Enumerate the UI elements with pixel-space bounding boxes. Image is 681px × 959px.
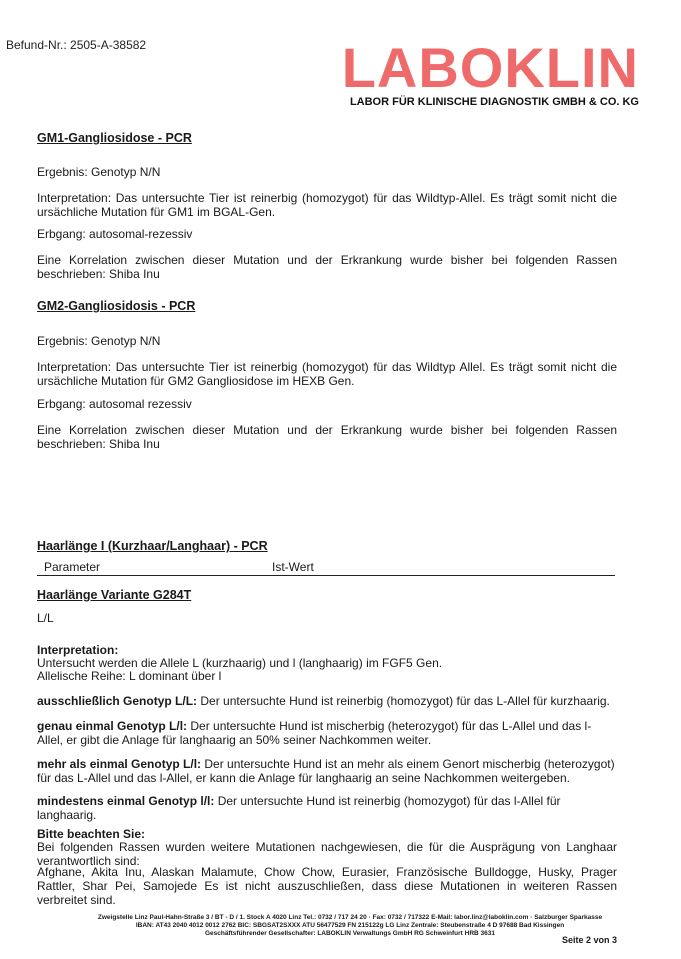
gm1-title: GM1-Gangliosidose - PCR [37,131,192,145]
gm1-interpretation: Interpretation: Das untersuchte Tier ist reinerbig (homozygot) für das Wildtyp-Allel. Es trägt somit nicht die ursächliche Mutation für GM1 im BGAL-Gen. [37,191,617,219]
gm2-ergebnis: Ergebnis: Genotyp N/N [37,334,161,348]
genotype-ll-text: Der untersuchte Hund ist reinerbig (homozygot) für das L-Allel für kurzhaarig. [197,694,610,708]
laboklin-logo: LABOKLIN [341,36,639,99]
logo-subtitle: LABOR FÜR KLINISCHE DIAGNOSTIK GMBH & CO. KG [349,96,639,108]
table-divider [37,575,615,576]
genotype-ll-multi-text: Der untersuchte Hund ist an mehr als einem Genort mischerbig (heterozygot) für das L-Allel und das l-Allel, er kann die Anlage für langhaarig an seine Nachkommen weitergeben. [37,757,615,785]
interp-line1: Untersucht werden die Allele L (kurzhaarig) und l (langhaarig) im FGF5 Gen. [37,656,443,670]
gm2-title: GM2-Gangliosidosis - PCR [37,299,196,313]
footer-line2: IBAN: AT43 2040 4012 0012 2762 BIC: SBGSAT2SXXX ATU 56477529 FN 215122g LG Linz Zentrale: Steubenstraße 4 D 97688 Bad Kissingen [135,922,565,929]
haar-variante: Haarlänge Variante G284T [37,588,192,602]
footer [50,914,650,938]
note-text2: Afghane, Akita Inu, Alaskan Malamute, Chow Chow, Eurasier, Französische Bulldogge, Husky, Prager Rattler, Shar Pei, Samojede Es ist nicht auszuschließen, dass diese Mutationen in weiteren Rassen verbreitet sind. [37,865,617,907]
befund-number: Befund-Nr.: 2505-A-38582 [6,38,147,52]
genotype-lowll-text: Der untersuchte Hund ist reinerbig (homozygot) für das l-Allel für langhaarig. [37,794,561,822]
footer-line1: Zweigstelle Linz Paul-Hahn-Straße 3 / BT - D / 1. Stock A 4020 Linz Tel.: 0732 / 717 24 20 · Fax: 0732 / 717322 E-Mail: labor.linz@laboklin.com · Salzburger Sparkasse [97,914,603,921]
genotype-ll-multi-rule [37,757,617,785]
gm1-korrelation: Eine Korrelation zwischen dieser Mutation und der Erkrankung wurde bisher bei folgenden Rassen beschrieben: Shiba Inu [37,253,617,281]
col-ist-wert: Ist-Wert [272,560,314,574]
interp-title: Interpretation: [37,643,119,657]
genotype-ll-once-text: Der untersuchte Hund ist mischerbig (heterozygot) für das L-Allel und das l-Allel, er gibt die Anlage für langhaarig an 50% seiner Nachkommen weiter. [37,719,592,747]
genotype-lowll-rule [37,794,617,822]
genotype-ll-multi-label: mehr als einmal Genotyp L/l: [37,757,202,771]
gm2-korrelation: Eine Korrelation zwischen dieser Mutation und der Erkrankung wurde bisher bei folgenden Rassen beschrieben: Shiba Inu [37,423,617,451]
page-number: Seite 2 von 3 [561,935,617,945]
genotype-ll-once-label: genau einmal Genotyp L/l: [37,719,188,733]
note-text1: Bei folgenden Rassen wurden weitere Mutationen nachgewiesen, die für die Ausprägung von Langhaar verantwortlich sind: [37,840,617,868]
genotype-lowll-label: mindestens einmal Genotyp l/l: [37,794,215,808]
interp-line2: Allelische Reihe: L dominant über l [37,669,222,683]
haar-result: L/L [37,611,54,625]
genotype-ll-rule [37,694,617,708]
col-parameter: Parameter [44,560,101,574]
gm1-ergebnis: Ergebnis: Genotyp N/N [37,165,161,179]
genotype-ll-once-rule [37,719,617,747]
gm2-interpretation: Interpretation: Das untersuchte Tier ist reinerbig (homozygot) für das Wildtyp Allel. Es trägt somit nicht die ursächliche Mutation für GM2 Gangliosidose im HEXB Gen. [37,360,617,388]
genotype-ll-label: ausschließlich Genotyp L/L: [37,694,198,708]
note-title: Bitte beachten Sie: [37,827,146,841]
gm2-erbgang: Erbgang: autosomal rezessiv [37,397,192,411]
footer-line3: Geschäftsführender Gesellschafter: LABOKLIN Verwaltungs GmbH RG Schweinfurt HRB 3631 [204,930,496,937]
haar-title: Haarlänge I (Kurzhaar/Langhaar) - PCR [37,539,268,553]
gm1-erbgang: Erbgang: autosomal-rezessiv [37,227,193,241]
